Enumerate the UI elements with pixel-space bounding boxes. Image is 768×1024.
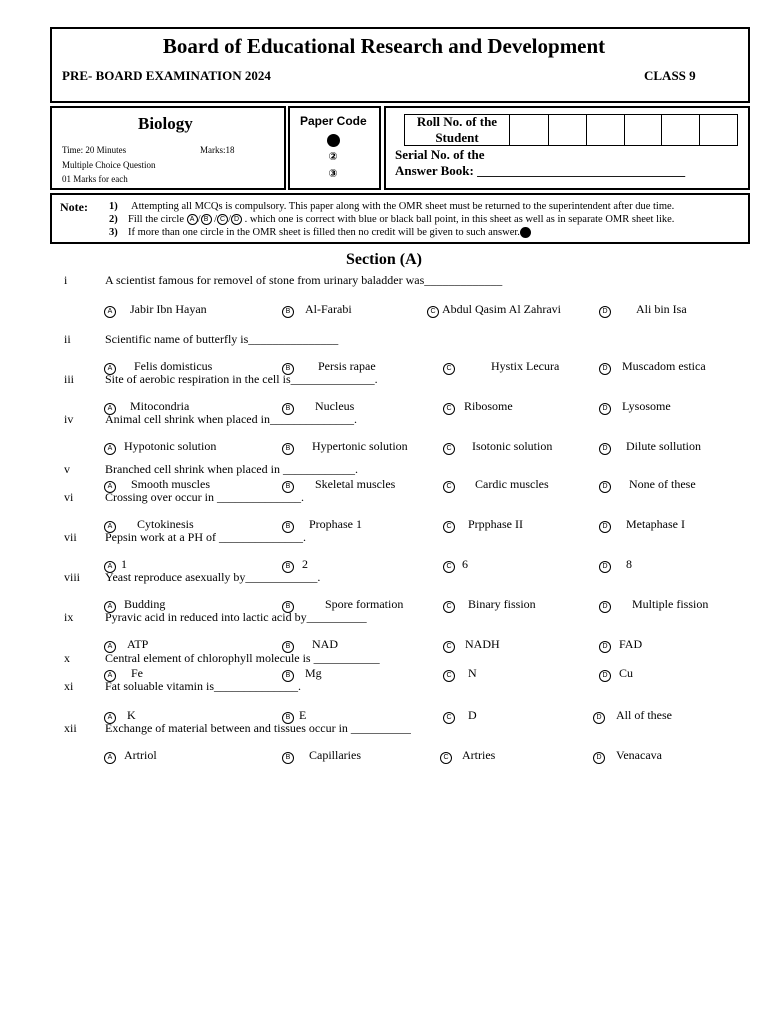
option-circle-a-icon[interactable]: A (104, 601, 116, 613)
option-circle-a-icon[interactable]: A (104, 752, 116, 764)
question-text: Pepsin work at a PH of ______________. (105, 530, 306, 544)
option-label: Lysosome (622, 399, 671, 413)
option-label: Artries (462, 748, 496, 762)
note-label: Note: (60, 200, 88, 214)
option-label: E (299, 708, 307, 722)
marks-label: Marks:18 (200, 145, 235, 155)
option-label: Al-Farabi (305, 302, 352, 316)
option-circle-b-icon[interactable]: B (282, 481, 294, 493)
option-label: Fe (131, 666, 143, 680)
roll-digit-4[interactable] (624, 114, 662, 146)
option-label: Mitocondria (130, 399, 190, 413)
option-label: Binary fission (468, 597, 536, 611)
subject-title: Biology (138, 114, 193, 133)
note-text-3 (128, 227, 531, 238)
option-label: Muscadom estica (622, 359, 706, 373)
board-title: Board of Educational Research and Development (162, 34, 606, 58)
option-circle-d-icon[interactable]: D (599, 306, 611, 318)
option-label: Cu (619, 666, 634, 680)
option-circle-a-icon[interactable]: A (104, 481, 116, 493)
option-circle-d-icon[interactable]: D (599, 561, 611, 573)
option-circle-a-icon[interactable]: A (104, 561, 116, 573)
option-circle-c-icon[interactable]: C (443, 363, 455, 375)
note-num-2: 2) (109, 214, 118, 225)
question-type: Multiple Choice Question (62, 160, 156, 170)
roll-digit-5[interactable] (661, 114, 700, 146)
option-label: 1 (121, 557, 127, 571)
option-label: NAD (312, 637, 338, 651)
note-num-1: 1) (109, 201, 118, 212)
option-label: Mg (305, 666, 322, 680)
option-label: Multiple fission (632, 597, 709, 611)
option-circle-d-icon[interactable]: D (599, 601, 611, 613)
note-text-2-pre: Fill the circle (128, 214, 184, 225)
option-label: Isotonic solution (472, 439, 553, 453)
paper-code-option-3[interactable]: ③ (328, 167, 338, 180)
option-circle-b-icon[interactable]: B (282, 670, 294, 682)
question-number: i (64, 273, 68, 287)
question-number: iii (64, 372, 75, 386)
question-number: x (64, 651, 70, 665)
option-circle-a-icon[interactable]: A (104, 363, 116, 375)
question-number: viii (64, 570, 81, 584)
option-label: Prophase 1 (309, 517, 362, 531)
option-label: Spore formation (325, 597, 404, 611)
circle-b-icon: B (201, 214, 212, 225)
option-circle-d-icon[interactable]: D (599, 670, 611, 682)
option-circle-c-icon[interactable]: C (443, 670, 455, 682)
option-circle-d-icon[interactable]: D (593, 752, 605, 764)
option-circle-a-icon[interactable]: A (104, 641, 116, 653)
option-label: Budding (124, 597, 166, 611)
option-circle-d-icon[interactable]: D (599, 641, 611, 653)
option-label: None of these (629, 477, 696, 491)
option-circle-c-icon[interactable]: C (443, 561, 455, 573)
option-circle-c-icon[interactable]: C (440, 752, 452, 764)
option-circle-b-icon[interactable]: B (282, 752, 294, 764)
paper-code-label: Paper Code (300, 114, 367, 128)
option-label: Nucleus (315, 399, 355, 413)
question-number: iv (64, 412, 74, 426)
option-label: Ali bin Isa (636, 302, 687, 316)
option-label: Abdul Qasim Al Zahravi (442, 302, 561, 316)
option-circle-c-icon[interactable]: C (443, 443, 455, 455)
exam-title: PRE- BOARD EXAMINATION 2024 (62, 68, 271, 83)
question-text: Fat soluable vitamin is______________. (105, 679, 301, 693)
option-circle-c-icon[interactable]: C (427, 306, 439, 318)
question-text: Pyravic acid in reduced into lactic acid by__________ (105, 610, 367, 624)
option-label: Cytokinesis (137, 517, 194, 531)
option-label: Hystix Lecura (491, 359, 560, 373)
question-text: Animal cell shrink when placed in______________. (105, 412, 357, 426)
option-circle-a-icon[interactable]: A (104, 521, 116, 533)
option-label: Artriol (124, 748, 157, 762)
option-label: Ribosome (464, 399, 513, 413)
option-label: Metaphase I (626, 517, 685, 531)
serial-label: Serial No. of the (395, 147, 485, 162)
option-label: K (127, 708, 136, 722)
option-circle-d-icon[interactable]: D (599, 363, 611, 375)
option-circle-b-icon[interactable]: B (282, 712, 294, 724)
option-label: 2 (302, 557, 308, 571)
option-label: N (468, 666, 477, 680)
option-label: Hypertonic solution (312, 439, 408, 453)
circle-d-icon: D (231, 214, 242, 225)
note-text-1: Attempting all MCQs is compulsory. This paper along with the OMR sheet must be returned to the superintendent after due time. (131, 201, 675, 212)
option-circle-c-icon[interactable]: C (443, 521, 455, 533)
question-text: Exchange of material between and tissues occur in __________ (105, 721, 411, 735)
option-circle-b-icon[interactable]: B (282, 601, 294, 613)
option-circle-a-icon[interactable]: A (104, 670, 116, 682)
option-circle-d-icon[interactable]: D (599, 521, 611, 533)
option-label: Prpphase II (468, 517, 523, 531)
option-circle-d-icon[interactable]: D (593, 712, 605, 724)
option-label: Felis domisticus (134, 359, 213, 373)
time-label: Time: 20 Minutes (62, 145, 127, 155)
option-circle-d-icon[interactable]: D (599, 481, 611, 493)
note-text-2-post: . which one is correct with blue or black ball point, in this sheet as well as in separate OMR sheet like. (244, 214, 675, 225)
option-circle-b-icon[interactable]: B (282, 363, 294, 375)
question-number: ii (64, 332, 71, 346)
option-circle-b-icon[interactable]: B (282, 403, 294, 415)
option-label: D (468, 708, 477, 722)
option-circle-a-icon[interactable]: A (104, 712, 116, 724)
option-circle-c-icon[interactable]: C (443, 403, 455, 415)
option-circle-b-icon[interactable]: B (282, 561, 294, 573)
question-text: Site of aerobic respiration in the cell is______________. (105, 372, 378, 386)
option-label: 8 (626, 557, 632, 571)
circle-a-icon: A (187, 214, 198, 225)
marks-each: 01 Marks for each (62, 174, 128, 184)
question-text: Central element of chlorophyll molecule is ___________ (105, 651, 380, 665)
circle-c-icon: C (217, 214, 228, 225)
question-text: Branched cell shrink when placed in ____________. (105, 462, 358, 476)
note-text-2: Fill the circle A / B / C / D . which one is correct with blue or black ball point, in this sheet as well as in separate OMR sheet like. (128, 214, 675, 225)
option-circle-d-icon[interactable]: D (599, 443, 611, 455)
option-label: Venacava (616, 748, 662, 762)
answer-book-label[interactable]: Answer Book: ________________________________ (395, 163, 686, 178)
roll-digit-1[interactable] (509, 114, 549, 146)
question-number: v (64, 462, 70, 476)
section-title: Section (A) (346, 251, 422, 268)
option-label: Persis rapae (318, 359, 376, 373)
option-circle-b-icon[interactable]: B (282, 443, 294, 455)
question-text: A scientist famous for removel of stone from urinary baladder was_____________ (105, 273, 503, 287)
option-circle-b-icon[interactable]: B (282, 306, 294, 318)
paper-code-option-2[interactable]: ② (328, 150, 338, 163)
class-label: CLASS 9 (644, 68, 696, 83)
option-label: Smooth muscles (131, 477, 211, 491)
option-circle-c-icon[interactable]: C (443, 641, 455, 653)
filled-circle-icon (520, 227, 531, 238)
option-circle-c-icon[interactable]: C (443, 712, 455, 724)
option-circle-c-icon[interactable]: C (443, 481, 455, 493)
option-label: Skeletal muscles (315, 477, 396, 491)
option-circle-a-icon[interactable]: A (104, 403, 116, 415)
option-circle-a-icon[interactable]: A (104, 306, 116, 318)
question-text: Scientific name of butterfly is_______________ (105, 332, 339, 346)
question-text: Yeast reproduce asexually by____________. (105, 570, 321, 584)
question-text: Crossing over occur in ______________. (105, 490, 304, 504)
question-number: vi (64, 490, 74, 504)
option-label: 6 (462, 557, 468, 571)
question-number: xi (64, 679, 74, 693)
option-circle-b-icon[interactable]: B (282, 641, 294, 653)
option-label: Dilute sollution (626, 439, 701, 453)
paper-code-filled-circle-icon[interactable] (327, 134, 340, 147)
roll-label: Roll No. of the Student (416, 114, 498, 145)
option-label: Hypotonic solution (124, 439, 217, 453)
option-circle-c-icon[interactable]: C (443, 601, 455, 613)
option-circle-b-icon[interactable]: B (282, 521, 294, 533)
option-label: Jabir Ibn Hayan (130, 302, 207, 316)
note-num-3: 3) (109, 227, 118, 238)
option-label: Capillaries (309, 748, 361, 762)
option-label: ATP (127, 637, 149, 651)
roll-digit-6[interactable] (699, 114, 738, 146)
option-label: NADH (465, 637, 500, 651)
roll-digit-3[interactable] (586, 114, 625, 146)
option-circle-d-icon[interactable]: D (599, 403, 611, 415)
question-number: xii (64, 721, 77, 735)
question-number: ix (64, 610, 74, 624)
option-circle-a-icon[interactable]: A (104, 443, 116, 455)
note-text-3-body: If more than one circle in the OMR sheet is filled then no credit will be given to such answer. (128, 227, 520, 238)
roll-digit-2[interactable] (548, 114, 587, 146)
option-label: All of these (616, 708, 672, 722)
question-number: vii (64, 530, 77, 544)
option-label: FAD (619, 637, 643, 651)
option-label: Cardic muscles (475, 477, 549, 491)
